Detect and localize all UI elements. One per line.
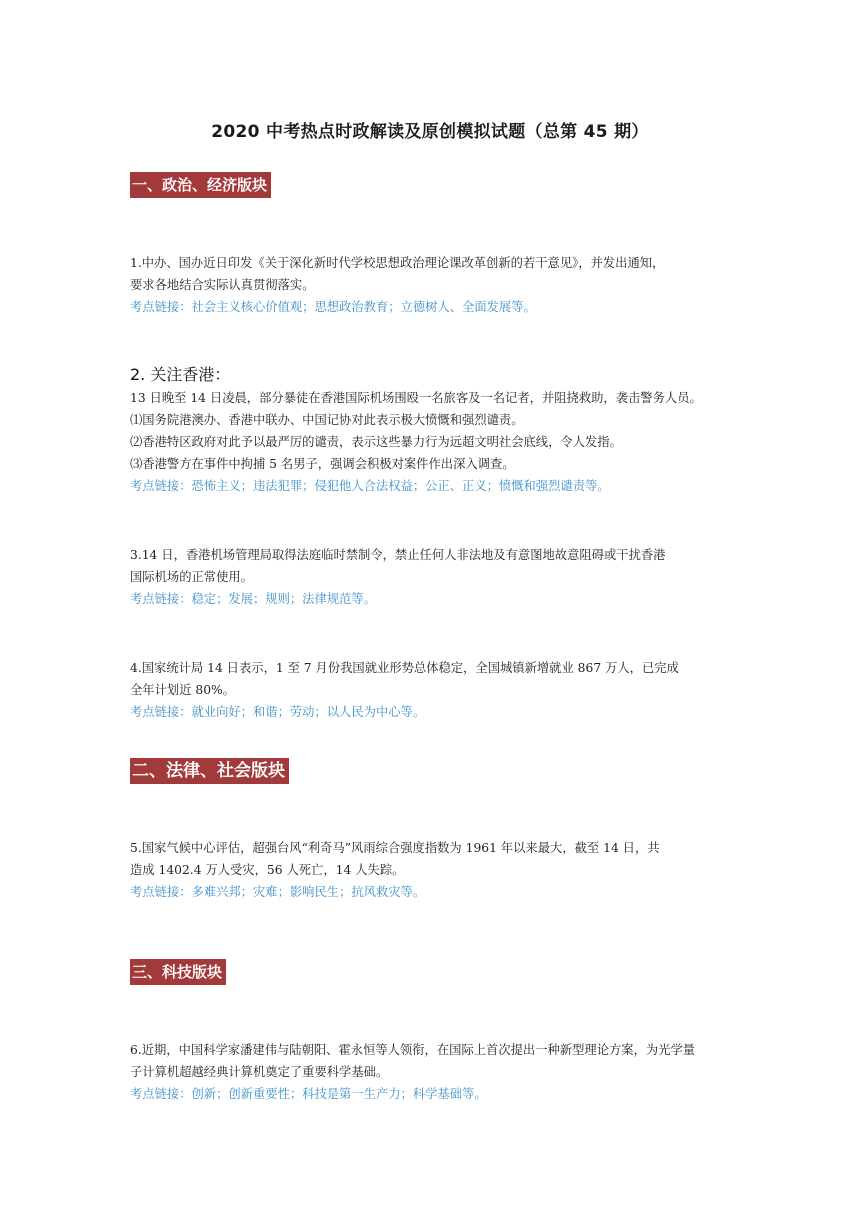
item-5-exam-link: 考点链接：多难兴邦；灾难；影响民生；抗风救灾等。 (130, 885, 426, 899)
item-2-line-2: ⑴国务院港澳办、香港中联办、中国记协对此表示极大愤慨和强烈谴责。 (130, 413, 524, 427)
item-3-exam-link: 考点链接：稳定；发展；规则；法律规范等。 (130, 592, 376, 606)
news-item-1 (130, 252, 730, 318)
section-header-politics-economy: 一、政治、经济版块 (130, 172, 271, 198)
item-1-line-2: 要求各地结合实际认真贯彻落实。 (130, 278, 315, 292)
news-item-3 (130, 544, 730, 610)
item-5-line-1: 5.国家气候中心评估，超强台风“利奇马”风雨综合强度指数为 1961 年以来最大，截至 14 日，共 (130, 841, 660, 855)
document-title: 2020 中考热点时政解读及原创模拟试题（总第 45 期） (211, 122, 649, 142)
item-2-exam-link: 考点链接：恐怖主义；违法犯罪；侵犯他人合法权益；公正、正义；愤慨和强烈谴责等。 (130, 479, 610, 493)
item-2-line-4: ⑶香港警方在事件中拘捕 5 名男子，强调会积极对案件作出深入调查。 (130, 457, 515, 471)
news-item-6 (130, 1039, 730, 1105)
section-header-law-society: 二、法律、社会版块 (130, 758, 289, 784)
item-1-line-1: 1.中办、国办近日印发《关于深化新时代学校思想政治理论课改革创新的若干意见》，并发出通知， (130, 256, 665, 270)
item-4-exam-link: 考点链接：就业向好；和谐；劳动；以人民为中心等。 (130, 705, 426, 719)
item-6-line-2: 子计算机超越经典计算机奠定了重要科学基础。 (130, 1065, 389, 1079)
news-item-2 (130, 364, 730, 497)
item-6-exam-link: 考点链接：创新；创新重要性；科技是第一生产力；科学基础等。 (130, 1087, 487, 1101)
news-item-5 (130, 837, 730, 903)
item-3-line-2: 国际机场的正常使用。 (130, 570, 253, 584)
item-2-line-1: 13 日晚至 14 日凌晨，部分暴徒在香港国际机场围殴一名旅客及一名记者，并阻挠救助，袭击警务人员。 (130, 391, 702, 405)
item-3-line-1: 3.14 日，香港机场管理局取得法庭临时禁制令，禁止任何人非法地及有意图地故意阻碍或干扰香港 (130, 548, 666, 562)
news-item-4 (130, 657, 730, 723)
section-header-technology: 三、科技版块 (130, 959, 226, 985)
item-2-line-3: ⑵香港特区政府对此予以最严厉的谴责，表示这些暴力行为远超文明社会底线，令人发指。 (130, 435, 622, 449)
item-4-line-1: 4.国家统计局 14 日表示，1 至 7 月份我国就业形势总体稳定，全国城镇新增就业 867 万人，已完成 (130, 661, 679, 675)
item-6-line-1: 6.近期，中国科学家潘建伟与陆朝阳、霍永恒等人领衔，在国际上首次提出一种新型理论方案，为光学量 (130, 1043, 696, 1057)
item-1-exam-link: 考点链接：社会主义核心价值观；思想政治教育；立德树人、全面发展等。 (130, 300, 536, 314)
item-2-heading: 2. 关注香港： (130, 365, 231, 384)
item-5-line-2: 造成 1402.4 万人受灾，56 人死亡，14 人失踪。 (130, 863, 405, 877)
item-4-line-2: 全年计划近 80%。 (130, 683, 236, 697)
